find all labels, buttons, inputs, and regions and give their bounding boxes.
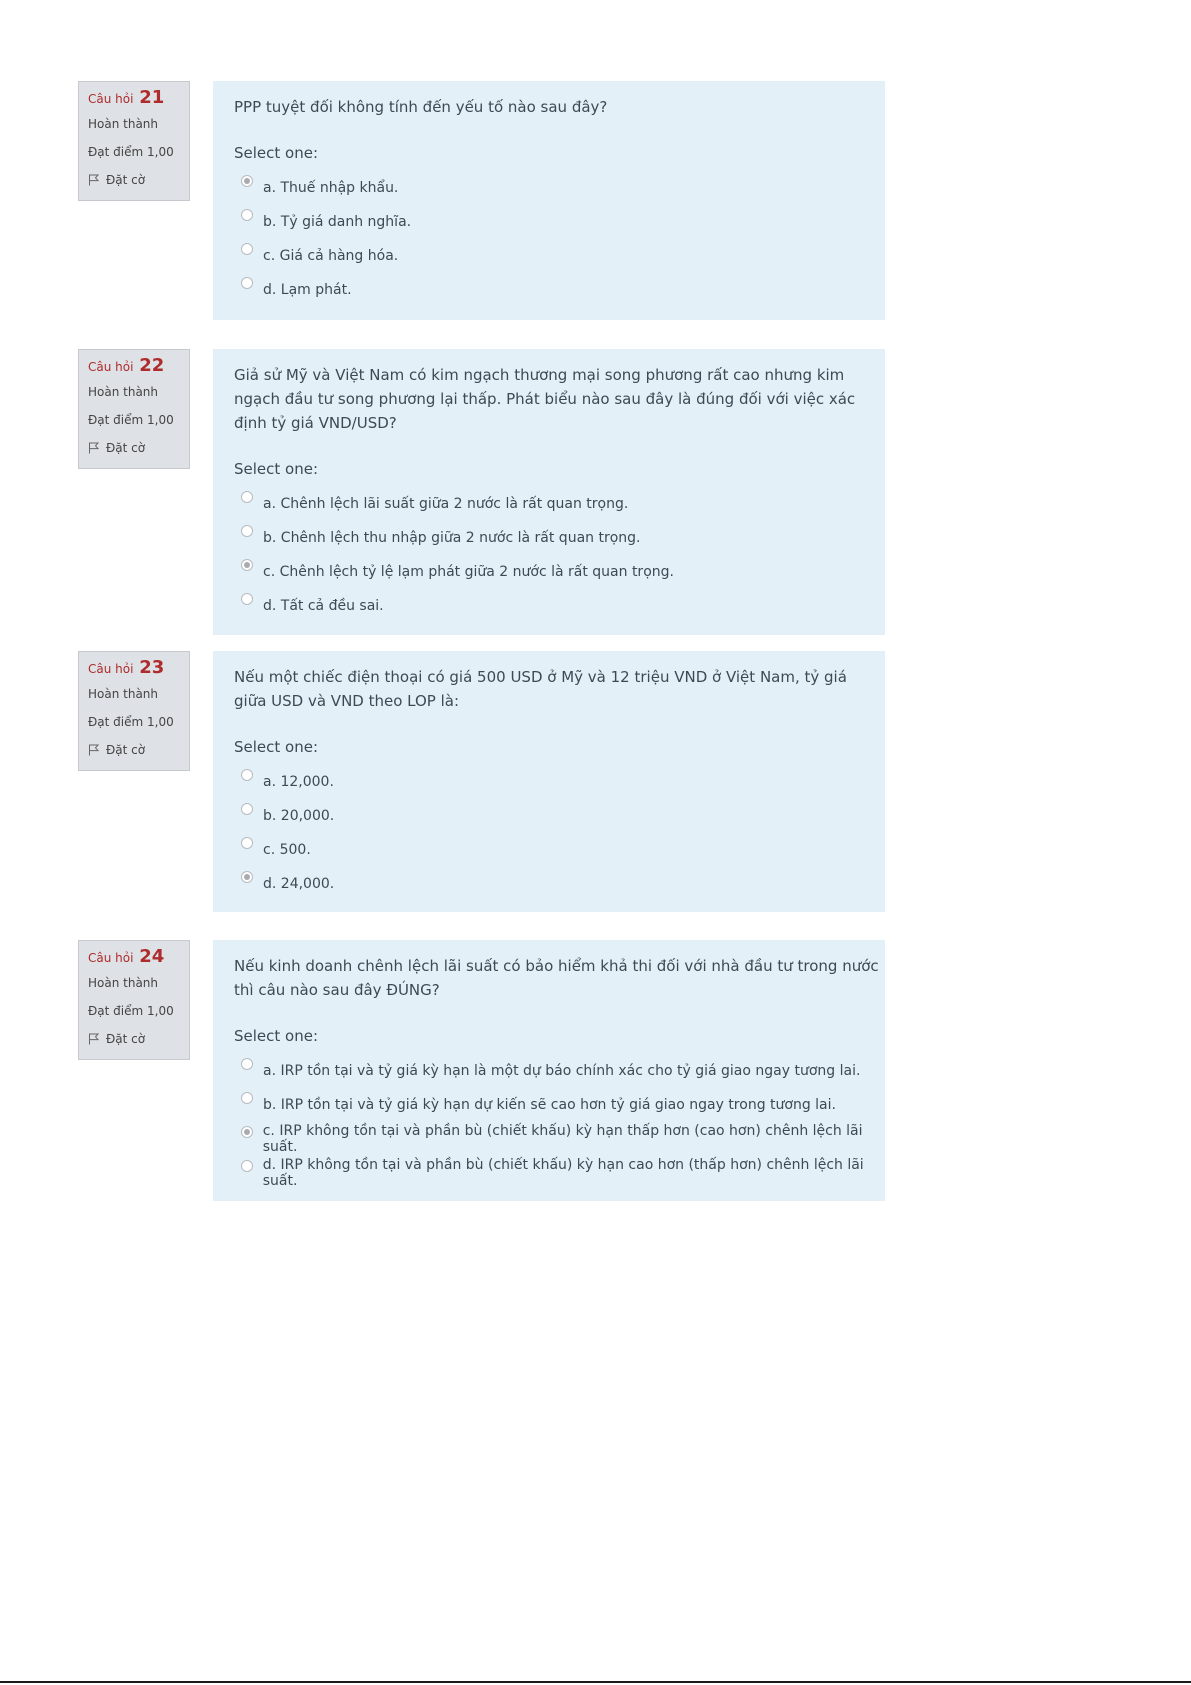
radio-button[interactable] xyxy=(241,209,253,221)
question-number xyxy=(88,356,181,378)
flag-question-button[interactable] xyxy=(88,166,181,194)
question-info-panel xyxy=(78,81,190,201)
flag-label: Đặt cờ xyxy=(106,173,146,187)
question-status: Hoàn thành xyxy=(88,385,159,399)
question-status: Hoàn thành xyxy=(88,687,159,701)
select-one-prompt: Select one: xyxy=(234,1027,319,1045)
question-text: Nếu kinh doanh chênh lệch lãi suất có bảo hiểm khả thi đối với nhà đầu tư trong nước thì câu nào sau đây ĐÚNG? xyxy=(234,957,879,999)
radio-button[interactable] xyxy=(241,769,253,781)
answer-option[interactable] xyxy=(234,487,885,521)
answer-label: b. Tỷ giá danh nghĩa. xyxy=(263,214,412,230)
answer-option[interactable] xyxy=(234,833,885,867)
flag-icon xyxy=(88,442,100,454)
flag-label: Đặt cờ xyxy=(106,743,146,757)
question-content xyxy=(213,349,885,635)
question-number-value: 22 xyxy=(139,355,165,376)
question-number xyxy=(88,88,181,110)
question-text: PPP tuyệt đối không tính đến yếu tố nào sau đây? xyxy=(234,98,608,116)
answer-label: c. Giá cả hàng hóa. xyxy=(263,248,399,264)
answer-option[interactable] xyxy=(234,765,885,799)
flag-label: Đặt cờ xyxy=(106,1032,146,1046)
radio-button[interactable] xyxy=(241,525,253,537)
answer-option[interactable] xyxy=(234,521,885,555)
radio-button[interactable] xyxy=(241,277,253,289)
radio-button[interactable] xyxy=(241,593,253,605)
answer-label: d. Lạm phát. xyxy=(263,282,352,298)
radio-button-checked[interactable] xyxy=(241,1126,253,1138)
answer-option[interactable] xyxy=(234,239,885,273)
answer-label: d. Tất cả đều sai. xyxy=(263,598,384,614)
flag-question-button[interactable] xyxy=(88,736,181,764)
answer-label: c. Chênh lệch tỷ lệ lạm phát giữa 2 nước là rất quan trọng. xyxy=(263,564,674,580)
answer-label: d. 24,000. xyxy=(263,876,335,892)
answer-option[interactable] xyxy=(234,555,885,589)
radio-button[interactable] xyxy=(241,837,253,849)
flag-label: Đặt cờ xyxy=(106,441,146,455)
flag-icon xyxy=(88,744,100,756)
question-number-value: 24 xyxy=(139,946,165,967)
answer-label: a. IRP tồn tại và tỷ giá kỳ hạn là một dự báo chính xác cho tỷ giá giao ngay tương lai. xyxy=(263,1063,861,1079)
answer-label: b. IRP tồn tại và tỷ giá kỳ hạn dự kiến sẽ cao hơn tỷ giá giao ngay trong tương lai. xyxy=(263,1097,836,1113)
question-status: Hoàn thành xyxy=(88,117,159,131)
question-label: Câu hỏi xyxy=(88,662,134,676)
answer-option[interactable] xyxy=(234,589,885,623)
question-grade: Đạt điểm 1,00 xyxy=(88,413,174,427)
answer-label: b. 20,000. xyxy=(263,808,335,824)
radio-button[interactable] xyxy=(241,1160,253,1172)
radio-button-checked[interactable] xyxy=(241,559,253,571)
question-label: Câu hỏi xyxy=(88,951,134,965)
question-info-panel xyxy=(78,940,190,1060)
radio-button[interactable] xyxy=(241,1092,253,1104)
question-number-value: 21 xyxy=(139,87,165,108)
answer-label: a. 12,000. xyxy=(263,774,334,790)
answer-option[interactable] xyxy=(234,1054,885,1088)
bottom-divider xyxy=(0,1681,1191,1683)
radio-button-checked[interactable] xyxy=(241,175,253,187)
answer-option[interactable] xyxy=(234,1156,885,1190)
select-one-prompt: Select one: xyxy=(234,460,319,478)
answer-label: b. Chênh lệch thu nhập giữa 2 nước là rất quan trọng. xyxy=(263,530,641,546)
question-text: Nếu một chiếc điện thoại có giá 500 USD ở Mỹ và 12 triệu VND ở Việt Nam, tỷ giá giữa USD và VND theo LOP là: xyxy=(234,668,847,710)
answer-option[interactable] xyxy=(234,273,885,307)
question-status: Hoàn thành xyxy=(88,976,159,990)
question-label: Câu hỏi xyxy=(88,92,134,106)
question-info-panel xyxy=(78,349,190,469)
radio-button-checked[interactable] xyxy=(241,871,253,883)
flag-icon xyxy=(88,1033,100,1045)
question-number xyxy=(88,658,181,680)
answer-label: a. Chênh lệch lãi suất giữa 2 nước là rất quan trọng. xyxy=(263,496,629,512)
question-content xyxy=(213,81,885,320)
answer-option[interactable] xyxy=(234,799,885,833)
answer-label: a. Thuế nhập khẩu. xyxy=(263,180,399,196)
answer-option[interactable] xyxy=(234,171,885,205)
answer-option[interactable] xyxy=(234,1122,885,1156)
answer-label: d. IRP không tồn tại và phần bù (chiết khấu) kỳ hạn cao hơn (thấp hơn) chênh lệch lãi suất. xyxy=(262,1157,864,1189)
select-one-prompt: Select one: xyxy=(234,144,319,162)
question-content xyxy=(213,651,885,912)
flag-question-button[interactable] xyxy=(88,1025,181,1053)
question-number xyxy=(88,947,181,969)
answer-label: c. 500. xyxy=(263,842,311,858)
question-grade: Đạt điểm 1,00 xyxy=(88,715,174,729)
radio-button[interactable] xyxy=(241,243,253,255)
question-grade: Đạt điểm 1,00 xyxy=(88,145,174,159)
answer-option[interactable] xyxy=(234,867,885,901)
select-one-prompt: Select one: xyxy=(234,738,319,756)
radio-button[interactable] xyxy=(241,491,253,503)
flag-icon xyxy=(88,174,100,186)
question-number-value: 23 xyxy=(139,657,165,678)
answer-option[interactable] xyxy=(234,205,885,239)
question-label: Câu hỏi xyxy=(88,360,134,374)
question-info-panel xyxy=(78,651,190,771)
flag-question-button[interactable] xyxy=(88,434,181,462)
question-grade: Đạt điểm 1,00 xyxy=(88,1004,174,1018)
question-content xyxy=(213,940,885,1201)
radio-button[interactable] xyxy=(241,1058,253,1070)
radio-button[interactable] xyxy=(241,803,253,815)
answer-option[interactable] xyxy=(234,1088,885,1122)
answer-label: c. IRP không tồn tại và phần bù (chiết khấu) kỳ hạn thấp hơn (cao hơn) chênh lệch lãi suất. xyxy=(262,1123,863,1155)
question-text: Giả sử Mỹ và Việt Nam có kim ngạch thương mại song phương rất cao nhưng kim ngạch đầu tư song phương lại thấp. Phát biểu nào sau đây là đúng đối với việc xác định tỷ giá VND/USD? xyxy=(234,366,856,432)
